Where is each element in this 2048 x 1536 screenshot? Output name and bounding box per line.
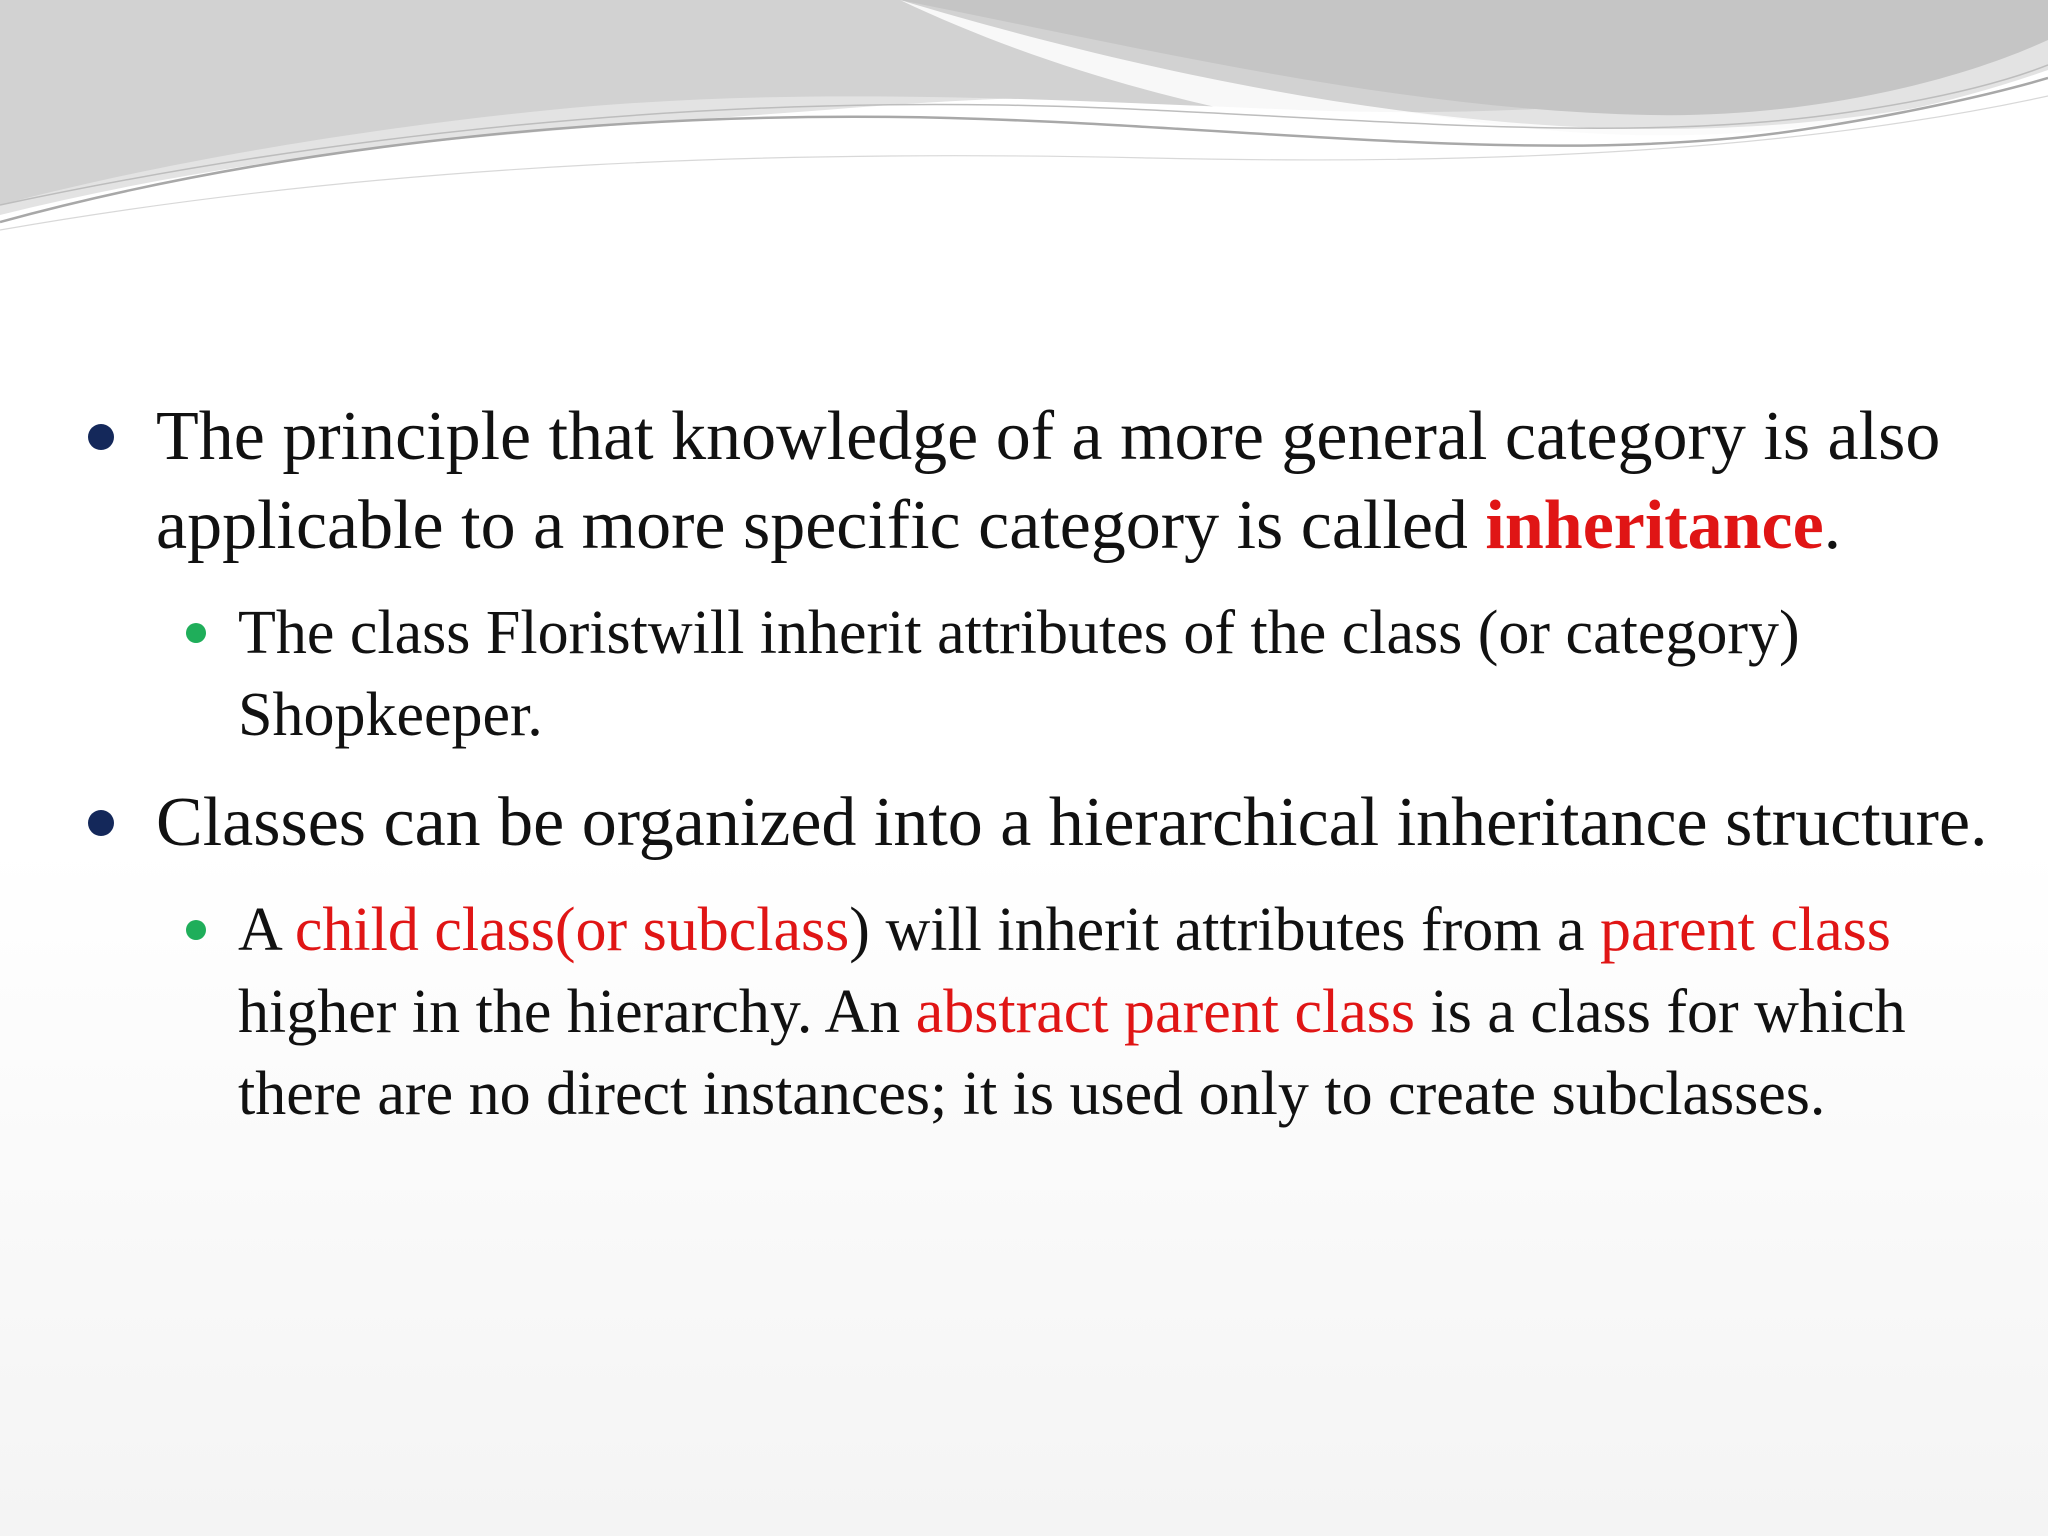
sub-bullet-florist-example [238, 592, 1988, 756]
bullet-icon [186, 920, 206, 940]
bullet-icon [186, 623, 206, 643]
bullet-text: The class Floristwill inherit attributes of the class (or category) Shopkeeper. [238, 599, 1800, 749]
highlight-term-child-class: child class(or subclass [294, 896, 850, 964]
bullet-text: higher in the hierarchy. An [238, 978, 916, 1046]
bullet-text: The principle that knowledge of a more general category is also applicable to a more specific category is called [156, 398, 1941, 564]
slide-content [88, 392, 1988, 1157]
bullet-text: ) will inherit attributes from a [849, 896, 1600, 964]
bullet-icon [88, 810, 114, 836]
highlight-term-abstract-parent-class: abstract parent class [915, 978, 1415, 1046]
bullet-text-end: . [1823, 487, 1842, 564]
sub-bullet-child-parent-class [238, 889, 1988, 1135]
bullet-inheritance-principle [156, 392, 1988, 570]
header-wave-decoration [0, 0, 2048, 240]
highlight-term-parent-class: parent class [1600, 896, 1891, 964]
bullet-text: is a class for which there are no direct instances; it is used only to create subclasses. [238, 978, 1906, 1128]
highlight-term-inheritance: inheritance [1485, 487, 1824, 564]
bullet-hierarchical-structure [156, 778, 1988, 867]
bullet-text: Classes can be organized into a hierarchical inheritance structure. [156, 784, 1988, 861]
bullet-icon [88, 424, 114, 450]
bullet-text: A [238, 896, 295, 964]
